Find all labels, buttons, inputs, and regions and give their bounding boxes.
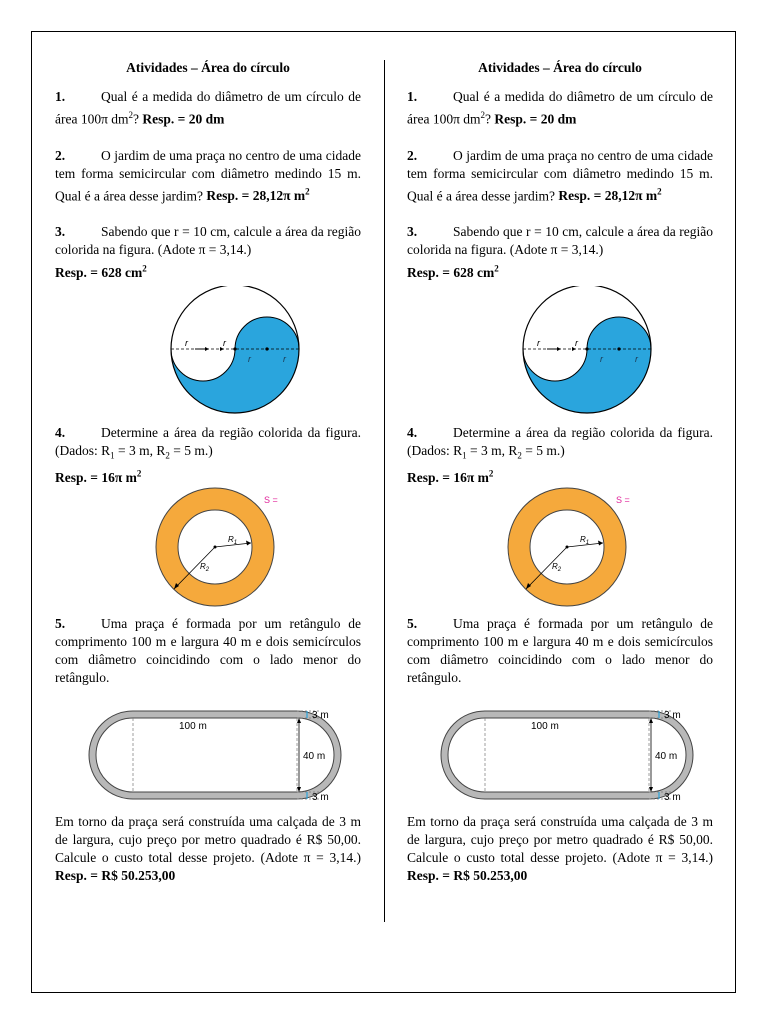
walk-bottom-label: 3 m	[312, 791, 329, 803]
figure-circle-region	[55, 286, 361, 416]
right-column	[407, 58, 713, 885]
figure-annulus	[407, 487, 713, 607]
figure-annulus	[55, 487, 361, 607]
walk-top-label: 3 m	[312, 709, 329, 721]
s-label: S =	[616, 494, 630, 505]
question-3: 3. Sabendo que r = 10 cm, calcule a área da região colorida na figura. (Adote π = 3,14.) Resp. = 628 $cm^2$	[407, 224, 713, 280]
answer-1: Resp. = 20 dm	[494, 111, 577, 127]
r2-label: $R_2$	[552, 561, 562, 573]
question-5-continued: Em torno da praça será construída uma calçada de 3 m de largura, cujo preço por metro quadrado é R$ 50,00. Calcule o custo total desse projeto. (Adote π = 3,14.) Resp. = R$ 50.253,00	[407, 813, 713, 883]
radius-label: r	[635, 353, 638, 364]
radius-label: r	[575, 337, 578, 348]
answer-5: Resp. = R$ 50.253,00	[407, 867, 528, 883]
question-2: 2. O jardim de uma praça no centro de uma cidade tem forma semicircular com diâmetro medindo 15 m. Qual é a área desse jardim? Resp. = 28,12π $m^2$	[407, 147, 713, 203]
answer-3: Resp. = 628 $cm^2$	[407, 263, 499, 280]
answer-5: Resp. = R$ 50.253,00	[55, 867, 176, 883]
radius-label: r	[537, 337, 540, 348]
figure-track	[407, 699, 713, 809]
radius-label: r	[223, 337, 226, 348]
width-label: 40 m	[303, 750, 326, 762]
question-1: 1. Qual é a medida do diâmetro de um círculo de área 100π $dm^2$? Resp. = 20 dm	[407, 89, 713, 127]
radius-label: r	[248, 353, 251, 364]
question-5: 5. Uma praça é formada por um retângulo de comprimento 100 m e largura 40 m e dois semicírculos com diâmetro coincidindo com o lado menor do retângulo.	[407, 615, 713, 685]
question-2: 2. O jardim de uma praça no centro de uma cidade tem forma semicircular com diâmetro medindo 15 m. Qual é a área desse jardim? Resp. = 28,12π $m^2$	[55, 147, 361, 203]
length-label: 100 m	[531, 720, 559, 732]
question-4: 4. Determine a área da região colorida da figura. (Dados: $R_1 = 3$ m, $R_2 = 5$ m.) Resp. = 16π $m^2$	[55, 424, 361, 485]
width-label: 40 m	[655, 750, 678, 762]
column-divider	[384, 60, 385, 922]
answer-4: Resp. = 16π $m^2$	[55, 468, 142, 485]
r1-label: $R_1$	[228, 534, 238, 546]
question-3: 3. Sabendo que r = 10 cm, calcule a área da região colorida na figura. (Adote π = 3,14.) Resp. = 628 $cm^2$	[55, 224, 361, 280]
r1-label: $R_1$	[580, 534, 590, 546]
radius-label: r	[185, 337, 188, 348]
question-5: 5. Uma praça é formada por um retângulo de comprimento 100 m e largura 40 m e dois semicírculos com diâmetro coincidindo com o lado menor do retângulo.	[55, 615, 361, 685]
figure-circle-region	[407, 286, 713, 416]
s-label: S =	[264, 494, 278, 505]
answer-4: Resp. = 16π $m^2$	[407, 468, 494, 485]
question-1: 1. Qual é a medida do diâmetro de um círculo de área 100π $dm^2$? Resp. = 20 dm	[55, 89, 361, 127]
length-label: 100 m	[179, 720, 207, 732]
question-5-continued: Em torno da praça será construída uma calçada de 3 m de largura, cujo preço por metro quadrado é R$ 50,00. Calcule o custo total desse projeto. (Adote π = 3,14.) Resp. = R$ 50.253,00	[55, 813, 361, 883]
question-4: 4. Determine a área da região colorida da figura. (Dados: $R_1 = 3$ m, $R_2 = 5$ m.) Resp. = 16π $m^2$	[407, 424, 713, 485]
walk-top-label: 3 m	[664, 709, 681, 721]
answer-3: Resp. = 628 $cm^2$	[55, 263, 147, 280]
answer-1: Resp. = 20 dm	[142, 111, 225, 127]
radius-label: r	[600, 353, 603, 364]
left-column	[55, 58, 361, 885]
r2-label: $R_2$	[200, 561, 210, 573]
worksheet-title: Atividades – Área do círculo	[478, 60, 642, 75]
answer-2: Resp. = 28,12π $m^2$	[206, 186, 310, 203]
answer-2: Resp. = 28,12π $m^2$	[558, 186, 662, 203]
radius-label: r	[283, 353, 286, 364]
figure-track	[55, 699, 361, 809]
walk-bottom-label: 3 m	[664, 791, 681, 803]
worksheet-title: Atividades – Área do círculo	[126, 60, 290, 75]
